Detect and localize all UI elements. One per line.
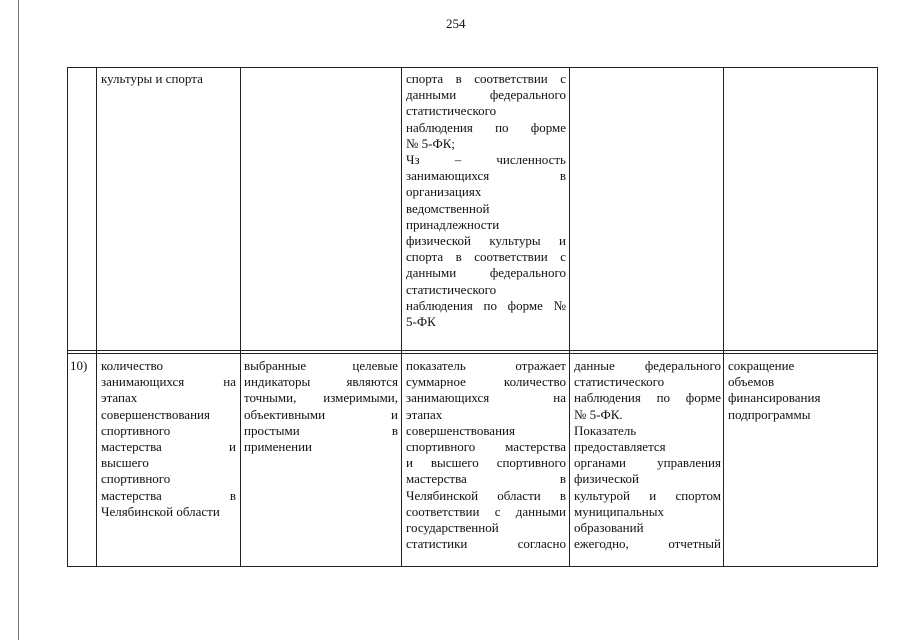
column-divider (569, 67, 570, 567)
row2-calculation-method (406, 358, 566, 565)
cell-text-line: 5-ФК (406, 314, 436, 330)
column-divider (723, 67, 724, 567)
cell-text-line: статистики согласно (406, 536, 566, 552)
cell-text-line: культурой и спортом (574, 487, 721, 503)
cell-text-line: Челябинской области (101, 503, 220, 519)
cell-text-line: данными федерального (406, 265, 566, 281)
table-top-border (67, 67, 878, 68)
cell-text-line: спортивного мастерства (406, 439, 566, 455)
cell-text-line: объемов (728, 374, 775, 390)
cell-text-line: предоставляется (574, 439, 666, 455)
cell-text-line: данные федерального (574, 358, 721, 373)
cell-text-line: органами управления (574, 455, 721, 471)
table-bottom-border (67, 566, 878, 567)
row2-indicator-name (101, 358, 236, 520)
cell-text-line: ведомственной (406, 200, 490, 216)
page-margin-line (18, 0, 19, 640)
row2-number: 10) (70, 358, 88, 373)
cell-text-line: спортивного (101, 471, 171, 487)
cell-text-line: мастерства и (101, 439, 236, 455)
cell-text-line: наблюдения по форме (406, 119, 566, 135)
cell-text-line: точными, измеримыми, (244, 390, 398, 406)
cell-text-line: занимающихся в (406, 168, 566, 184)
column-divider (96, 67, 97, 567)
row-divider (67, 350, 878, 351)
cell-text-line: совершенствования (101, 406, 210, 422)
cell-text-line: занимающихся на (406, 390, 566, 406)
table-right-border (877, 67, 878, 567)
cell-text-line: этапах (406, 406, 443, 422)
cell-text-line: подпрограммы (728, 406, 811, 422)
cell-text-line: физической (574, 471, 639, 487)
cell-text-line: мастерства в (101, 487, 236, 503)
cell-text-line: принадлежности (406, 216, 500, 232)
row1-calculation-method (406, 71, 566, 330)
cell-text-line: применении (244, 439, 313, 455)
cell-text-line: суммарное количество (406, 374, 566, 390)
cell-text-line: совершенствования (406, 422, 515, 438)
cell-text-line: индикаторы являются (244, 374, 398, 390)
cell-text-line: Чз – численность (406, 152, 566, 168)
cell-text-line: данными федерального (406, 87, 566, 103)
cell-text-line: Показатель (574, 422, 637, 438)
column-divider (401, 67, 402, 567)
cell-text-line: спортивного (101, 422, 171, 438)
cell-text-line: наблюдения по форме № (406, 297, 566, 313)
cell-text-line: финансирования (728, 390, 821, 406)
row2-data-source (574, 358, 721, 565)
cell-text-line: образований (574, 520, 644, 536)
cell-text-line: простыми в (244, 422, 398, 438)
cell-text-line: № 5-ФК. (574, 406, 623, 422)
cell-text-line: статистического (574, 374, 665, 390)
cell-text-line: соответствии с данными (406, 503, 566, 519)
row1-indicator-name (101, 71, 238, 87)
cell-text-line: организациях (406, 184, 482, 200)
cell-text-line: объективными и (244, 406, 398, 422)
cell-text-line: показатель отражает (406, 358, 566, 373)
row2-note (728, 358, 873, 423)
cell-text-line: количество (101, 358, 164, 373)
cell-text-line: выбранные целевые (244, 358, 398, 373)
cell-text-line: муниципальных (574, 503, 665, 519)
cell-text-line: мастерства в (406, 471, 566, 487)
cell-text-line: государственной (406, 520, 499, 536)
row-divider (67, 353, 878, 354)
cell-text-line: занимающихся на (101, 374, 236, 390)
indicator-table (67, 67, 878, 567)
cell-text-line: физической культуры и (406, 233, 566, 249)
cell-text-line: № 5-ФК; (406, 135, 456, 151)
cell-text-line: спорта в соответствии с (406, 71, 566, 86)
page-number: 254 (446, 16, 466, 31)
cell-text-line: этапах (101, 390, 138, 406)
column-divider (240, 67, 241, 567)
cell-text-line: наблюдения по форме (574, 390, 721, 406)
cell-text-line: и высшего спортивного (406, 455, 566, 471)
cell-text-line: статистического (406, 103, 497, 119)
cell-text-line: сокращение (728, 358, 795, 373)
cell-text-line: ежегодно, отчетный (574, 536, 721, 552)
column-divider (67, 67, 68, 567)
cell-text-line: спорта в соответствии с (406, 249, 566, 265)
cell-text-line: Челябинской области в (406, 487, 566, 503)
cell-text-line: статистического (406, 281, 497, 297)
cell-text-line: культуры и спорта (101, 71, 203, 86)
row2-selection-criteria (244, 358, 398, 455)
cell-text-line: высшего (101, 455, 149, 471)
